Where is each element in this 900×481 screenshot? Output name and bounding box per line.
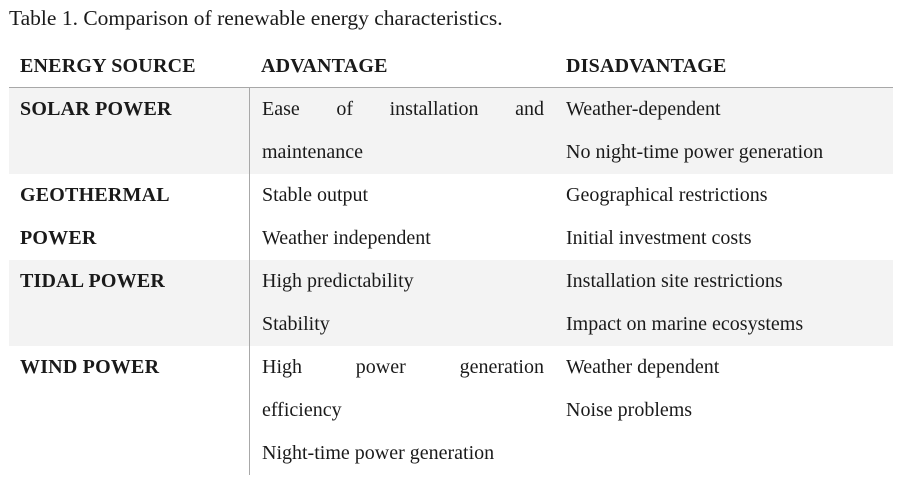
energy-source-cell: WIND POWER <box>20 356 160 378</box>
advantage-line: Stable output <box>262 184 369 206</box>
energy-source-cell: GEOTHERMAL POWER <box>20 184 169 249</box>
advantage-line: Weather independent <box>262 227 431 249</box>
disadvantage-cell <box>566 260 893 346</box>
advantage-line: efficiency <box>262 399 342 421</box>
header-advantage: ADVANTAGE <box>261 55 388 77</box>
disadvantage-line: Impact on marine ecosystems <box>566 313 804 335</box>
advantage-word: and <box>515 98 544 120</box>
advantage-word: installation <box>389 98 479 120</box>
header-energy-source: ENERGY SOURCE <box>20 55 196 77</box>
disadvantage-line: Geographical restrictions <box>566 184 768 206</box>
advantage-word: of <box>336 98 354 120</box>
header-disadvantage: DISADVANTAGE <box>566 55 727 77</box>
disadvantage-cell <box>566 88 893 174</box>
advantage-line: Stability <box>262 313 330 335</box>
advantage-cell <box>249 260 556 346</box>
table-row-wind <box>9 346 893 475</box>
advantage-cell <box>249 346 556 475</box>
advantage-line: High predictability <box>262 270 414 292</box>
advantage-word: High <box>262 356 302 378</box>
table-caption: Table 1. Comparison of renewable energy characteristics. <box>9 6 503 30</box>
disadvantage-line: Weather-dependent <box>566 98 721 120</box>
advantage-line-justified <box>262 88 544 131</box>
disadvantage-line: Noise problems <box>566 399 693 421</box>
table-header-row <box>9 45 893 88</box>
disadvantage-line: Initial investment costs <box>566 227 752 249</box>
table-row-tidal <box>9 260 893 346</box>
disadvantage-line: Weather dependent <box>566 356 720 378</box>
disadvantage-line: No night-time power generation <box>566 141 824 163</box>
energy-source-cell: SOLAR POWER <box>20 98 172 120</box>
advantage-word: generation <box>459 356 544 378</box>
advantage-word: power <box>355 356 406 378</box>
disadvantage-cell <box>566 174 893 260</box>
advantage-cell <box>249 174 556 260</box>
advantage-line: maintenance <box>262 141 364 163</box>
renewable-energy-table <box>9 45 893 475</box>
advantage-cell <box>249 88 556 174</box>
table-row-solar <box>9 88 893 174</box>
advantage-line: Night-time power generation <box>262 442 495 464</box>
advantage-word: Ease <box>262 98 300 120</box>
disadvantage-line: Installation site restrictions <box>566 270 783 292</box>
table-row-geothermal <box>9 174 893 260</box>
disadvantage-cell <box>566 346 893 432</box>
advantage-line-justified <box>262 346 544 389</box>
energy-source-cell: TIDAL POWER <box>20 270 166 292</box>
